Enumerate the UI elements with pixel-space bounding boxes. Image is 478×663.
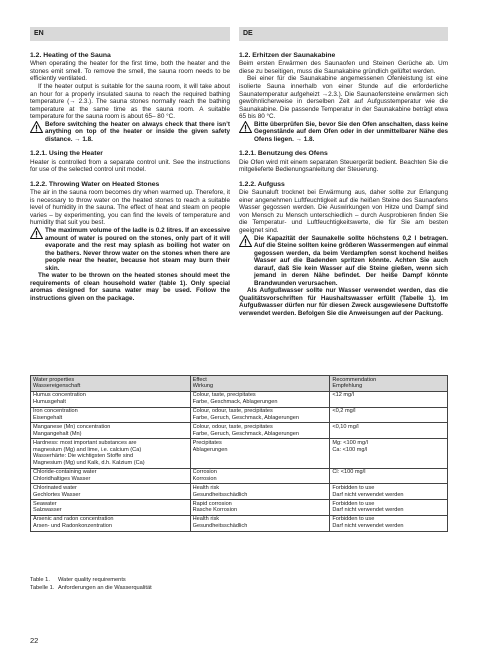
cell-line: Health risk [192, 484, 220, 491]
cell-effect [190, 407, 330, 423]
table-row [31, 439, 448, 468]
cell-line: Farbe, Geschmack, Ablagerungen [192, 399, 278, 406]
caption-text-de: Anforderungen an die Wasserqualität [58, 585, 152, 592]
cell-line: Arsen- und Radonkonzentration [33, 523, 112, 530]
cell-line: Colour, taste, precipitates [192, 392, 256, 399]
table-row [31, 500, 448, 516]
cell-line: Rapid corrosion [192, 500, 232, 507]
cell-line: Eisengehalt [33, 414, 63, 421]
cell-recommendation [330, 500, 448, 516]
cell-line: Magnesium (Mg) und Kalk, d.h. Kalzium (Ca) [33, 460, 145, 467]
cell-line: Chloride-containing water [33, 469, 97, 476]
paragraph-using: Die Ofen wird mit einem separaten Steuergerät bedient. Beachten Sie die mitgelieferte Bedienungsanleitung der Steuerung. [239, 158, 448, 174]
cell-water-property [31, 439, 191, 468]
paragraph-water: The air in the sauna room becomes dry when warmed up. Therefore, it is necessary to throw water on the heated stones to reach a suitable level of humidity in the sauna. The effect of heat and steam on people varies – by experimenting, you can find the levels of temperature and humidity that suit you best. [30, 189, 230, 227]
section-heading-water: 1.2.2. Throwing Water on Heated Stones [30, 180, 160, 188]
cell-line: magnesium (Mg) and lime, i.e. calcium (Ca) [33, 446, 142, 453]
section-heading-water: 1.2.2. Aufguss [239, 180, 285, 188]
cell-water-property [31, 423, 191, 439]
language-label-en: EN [34, 30, 44, 37]
paragraph-heating-output: If the heater output is suitable for the sauna room, it will take about an hour for a properly insulated sauna to reach the required bathing temperature (→ 2.3.). The sauna stones normally reach the bathing temperature at the same time as the sauna room. A suitable temperature for the sauna room is about 65– 80 °C. [30, 83, 230, 121]
paragraph-water-quality: The water to be thrown on the heated stones should meet the requirements of clean household water (table 1). Only special aromas designed for sauna water may be used. Follow the instructions given on the package. [30, 272, 230, 302]
header-line: Water properties [33, 376, 75, 383]
language-header-de [239, 27, 448, 41]
header-line: Wassereigenschaft [33, 383, 81, 390]
cell-line: Hardness: most important substances are [33, 439, 137, 446]
cell-line: Korrosion [192, 475, 217, 482]
cell-line: Ablagerungen [192, 446, 228, 453]
cell-line: Gesundheitsschädlich [192, 491, 248, 498]
paragraph-water: Die Saunaluft trocknet bei Erwärmung aus, daher sollte zur Erlangung einer angenehmen Luftfeuchtigkeit auf die heißen Steine des Saunaofens Wasser gegossen werden. Die Auswirkungen von Hitze und Dampf sind von Mensch zu Mensch unterschiedlich – durch Ausprobieren finden Sie die Temperatur- und Luftfeuchtigkeitswerte, die für Sie am besten geeignet sind. [239, 189, 448, 235]
cell-line: Seawater [33, 500, 57, 507]
table-row [31, 391, 448, 407]
cell-effect [190, 391, 330, 407]
cell-line: Ca: <100 mg/l [332, 446, 368, 453]
cell-water-property [31, 500, 191, 516]
warning-text: Bitte überprüfen Sie, bevor Sie den Ofen anschalten, dass keine Gegenstände auf dem Ofen oder in der unmittelbarer Nähe des Ofens liegen. → 1.8. [254, 120, 448, 143]
cell-line: Chloridhaltiges Wasser [33, 475, 91, 482]
cell-recommendation [330, 391, 448, 407]
warning-text: The maximum volume of the ladle is 0.2 litres. If an excessive amount of water is poured on the stones, only part of it will evaporate and the rest may splash as boiling hot water on the bathers. Never throw water on the stones when there are people near the heater, because hot steam may burn their skin. [45, 227, 230, 272]
header-line: Empfehlung [332, 383, 363, 390]
warning-text: Before switching the heater on always check that there isn’t anything on top of the heater or inside the given safety distance. → 1.8. [45, 120, 230, 143]
cell-recommendation [330, 407, 448, 423]
cell-line: Humus concentration [33, 392, 86, 399]
table-row [31, 468, 448, 484]
cell-line: Cl: <100 mg/l [332, 469, 366, 476]
cell-line: Rasche Korrosion [192, 507, 238, 514]
cell-water-property [31, 391, 191, 407]
page-number: 22 [30, 636, 39, 645]
paragraph-using: Heater is controlled from a separate control unit. See the instructions for use of the selected control unit model. [30, 158, 230, 174]
header-effect [190, 376, 330, 392]
cell-line: Iron concentration [33, 408, 78, 415]
warning-triangle-icon [30, 227, 43, 239]
cell-water-property [31, 484, 191, 500]
cell-line: Darf nicht verwendet werden [332, 491, 404, 498]
language-header-en [30, 27, 230, 41]
warning-ladle [30, 227, 230, 272]
header-recommendation [330, 376, 448, 392]
cell-line: Corrosion [192, 469, 217, 476]
cell-line: Darf nicht verwendet werden [332, 523, 404, 530]
cell-line: Darf nicht verwendet werden [332, 507, 404, 514]
paragraph-heating-first-use: When operating the heater for the first time, both the heater and the stones emit smell. To remove the smell, the sauna room needs to be efficiently ventilated. [30, 60, 230, 83]
cell-water-property [31, 407, 191, 423]
cell-line: Salzwasser [33, 507, 62, 514]
warning-safety-distance [30, 121, 230, 144]
paragraph-heating-first-use: Beim ersten Erwärmen des Saunaofen und Steinen Gerüche ab. Um diese zu beseitigen, muss die Saunakabine gründlich gelüftet werden. [239, 60, 448, 75]
english-column [30, 52, 230, 302]
language-label-de: DE [243, 30, 253, 37]
cell-recommendation [330, 484, 448, 500]
cell-effect [190, 500, 330, 516]
cell-line: <0,2 mg/l [332, 408, 356, 415]
table-caption [30, 576, 152, 592]
cell-recommendation [330, 423, 448, 439]
cell-line: Gechlortes Wasser [33, 491, 81, 498]
cell-line: Precipitates [192, 439, 222, 446]
cell-recommendation [330, 515, 448, 531]
table-row [31, 515, 448, 531]
cell-line: Wasserhärte: Die wichtigsten Stoffe sind [33, 453, 134, 460]
water-quality-table [30, 375, 448, 532]
cell-line: Health risk [192, 516, 220, 523]
cell-line: Forbidden to use [332, 500, 375, 507]
header-line: Wirkung [192, 383, 214, 390]
cell-line: Gesundheitsschädlich [192, 523, 248, 530]
cell-water-property [31, 468, 191, 484]
warning-triangle-icon [239, 121, 252, 133]
cell-recommendation [330, 468, 448, 484]
warning-safety-distance [239, 121, 448, 144]
caption-label-en: Table 1. [30, 577, 50, 583]
cell-line: Colour, odour, taste, precipitates [192, 423, 273, 430]
header-water-property [31, 376, 191, 392]
header-line: Recommendation [332, 376, 377, 383]
cell-line: Mg: <100 mg/l [332, 439, 368, 446]
table-body [31, 391, 448, 531]
table-row [31, 407, 448, 423]
warning-ladle [239, 235, 448, 288]
cell-line: Forbidden to use [332, 484, 375, 491]
cell-line: Arsenic and radon concentration [33, 516, 114, 523]
table-row [31, 484, 448, 500]
cell-line: Manganese (Mn) concentration [33, 423, 111, 430]
cell-line: Mangangehalt (Mn) [33, 430, 82, 437]
table-row [31, 423, 448, 439]
cell-recommendation [330, 439, 448, 468]
cell-effect [190, 515, 330, 531]
cell-line: <12 mg/l [332, 392, 354, 399]
caption-label-de: Tabelle 1. [30, 585, 55, 592]
cell-effect [190, 468, 330, 484]
cell-line: Forbidden to use [332, 516, 375, 523]
cell-effect [190, 484, 330, 500]
cell-effect [190, 439, 330, 468]
warning-text: Die Kapazität der Saunakelle sollte höchstens 0,2 l betragen. Auf die Steine sollten keine größeren Wassermengen auf einmal gegossen werden, da beim Verdampfen sonst kochend heißes Wasser auf die Badenden spritzen könnte. Achten Sie auch darauf, daß Sie kein Wasser auf die Steine gießen, wenn sich jemand in deren Nähe befindet. Der heiße Dampf könnte Brandwunden verursachen. [254, 234, 448, 287]
paragraph-water-quality: Als Aufgußwasser sollte nur Wasser verwendet werden, das die Qualitätsvorschriften für Haushaltswasser erfüllt (Tabelle 1). Im Aufgußwasser dürfen nur für diesen Zweck ausgewiesene Duftstoffe verwendet werden. Befolgen Sie die Anweisungen auf der Packung. [239, 287, 448, 318]
warning-triangle-icon [30, 121, 43, 133]
section-heading-using: 1.2.1. Using the Heater [30, 150, 103, 158]
header-line: Effect [192, 376, 207, 383]
section-heading-heating: 1.2. Heating of the Sauna [30, 52, 111, 59]
cell-line: Farbe, Geruch, Geschmack, Ablagerungen [192, 414, 299, 421]
cell-line: Farbe, Geruch, Geschmack, Ablagerungen [192, 430, 299, 437]
german-column [239, 52, 448, 318]
cell-line: Humusgehalt [33, 399, 66, 406]
section-heading-heating: 1.2. Erhitzen der Saunakabine [239, 52, 336, 59]
section-heading-using: 1.2.1. Benutzung des Ofens [239, 150, 328, 158]
warning-triangle-icon [239, 235, 252, 247]
cell-line: Colour, odour, taste, precipitates [192, 408, 273, 415]
paragraph-heating-output: Bei einer für die Saunakabine angemessenen Ofenleistung ist eine isolierte Sauna innerhalb von einer Stunde auf die erforderliche Saunatemperatur aufgeheizt →2.3.). Die Saunaofensteine erwärmen sich gewöhnlicherweise in derselben Zeit auf Aufgusstemperatur wie die Saunakabine. Die passende Temperatur in der Saunakabine beträgt etwa 65 bis 80 °C. [239, 75, 448, 121]
table-header [31, 376, 448, 392]
cell-effect [190, 423, 330, 439]
caption-text-en: Water quality requirements [58, 577, 126, 583]
cell-line: <0,10 mg/l [332, 423, 359, 430]
cell-water-property [31, 515, 191, 531]
cell-line: Chlorinated water [33, 484, 77, 491]
